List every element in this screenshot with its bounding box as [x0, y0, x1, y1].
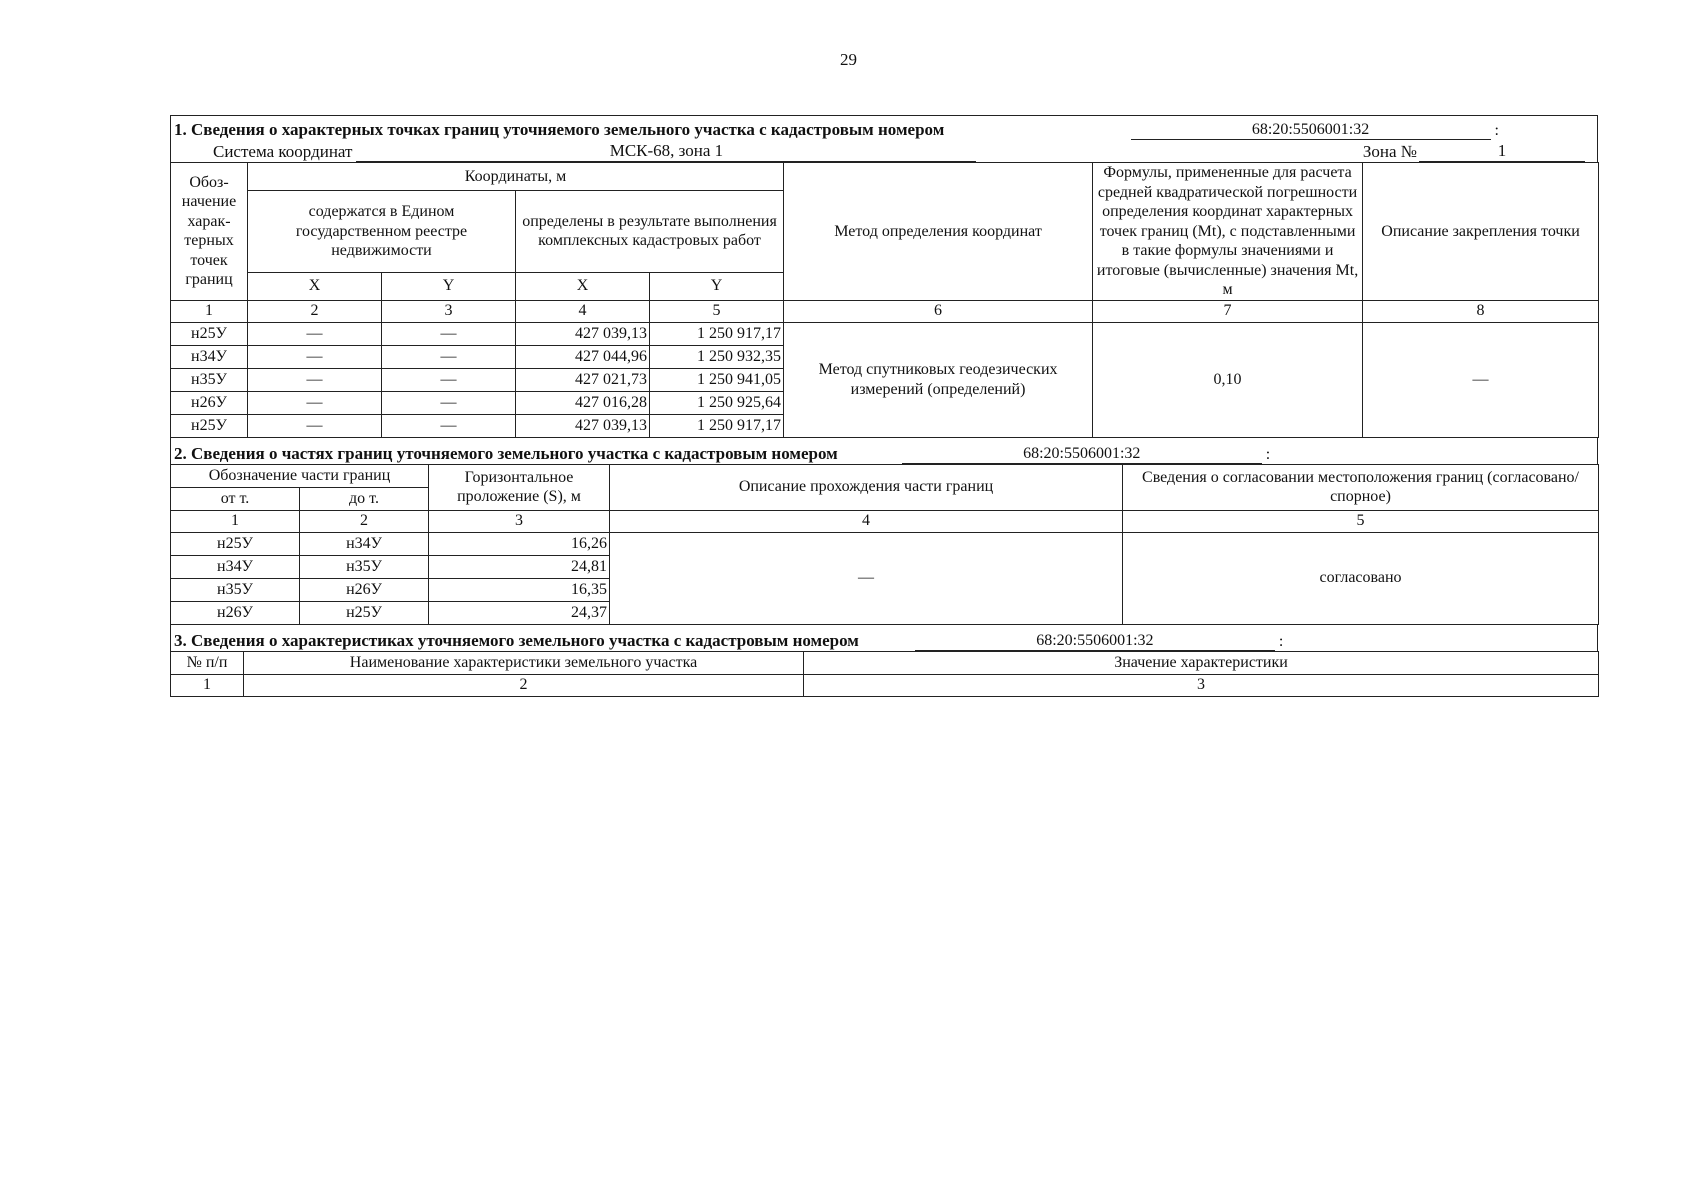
point-designation: н34У — [171, 345, 248, 368]
point-designation: н25У — [171, 322, 248, 345]
col-number: 5 — [650, 300, 784, 322]
table-row — [171, 322, 1599, 345]
x-determined: 427 039,13 — [516, 414, 650, 437]
y-determined: 1 250 917,17 — [650, 322, 784, 345]
mt-value: 0,10 — [1093, 322, 1363, 437]
from-point: н35У — [171, 578, 300, 601]
col-number: 6 — [784, 300, 1093, 322]
section1-table — [170, 162, 1599, 438]
col-number: 1 — [171, 300, 248, 322]
header-method: Метод определения координат — [784, 163, 1093, 301]
section1-title: 1. Сведения о характерных точках границ уточняемого земельного участка с кадастровым номером — [174, 120, 945, 139]
col-number: 7 — [1093, 300, 1363, 322]
col-number: 4 — [516, 300, 650, 322]
zone-value: 1 — [1419, 141, 1585, 162]
y-determined: 1 250 941,05 — [650, 368, 784, 391]
x-registry: — — [248, 368, 382, 391]
section2-header — [170, 438, 1598, 464]
to-point: н34У — [300, 532, 429, 555]
to-point: н35У — [300, 555, 429, 578]
y-registry: — — [382, 391, 516, 414]
col-number: 1 — [171, 510, 300, 532]
page-number: 29 — [840, 50, 857, 69]
method-value: Метод спутниковых геодезических измерений (определений) — [784, 322, 1093, 437]
y-registry: — — [382, 345, 516, 368]
header-x-registry: X — [248, 272, 382, 300]
y-determined: 1 250 917,17 — [650, 414, 784, 437]
from-point: н34У — [171, 555, 300, 578]
section1-header — [170, 115, 1598, 162]
y-registry: — — [382, 414, 516, 437]
y-registry: — — [382, 322, 516, 345]
section1-cadastral-number: 68:20:5506001:32 — [1131, 121, 1491, 140]
header-horizontal: Горизонтальное проложение (S), м — [429, 464, 610, 510]
header-no: № п/п — [171, 651, 244, 674]
horizontal-length: 16,26 — [429, 532, 610, 555]
header-x-determined: X — [516, 272, 650, 300]
section2-colon: : — [1265, 445, 1271, 463]
section3-table — [170, 651, 1599, 697]
header-in-registry: содержатся в Едином государственном реестре недвижимости — [248, 191, 516, 273]
horizontal-length: 24,81 — [429, 555, 610, 578]
col-number: 4 — [610, 510, 1123, 532]
x-registry: — — [248, 345, 382, 368]
y-registry: — — [382, 368, 516, 391]
point-designation: н25У — [171, 414, 248, 437]
section2-title: 2. Сведения о частях границ уточняемого земельного участка с кадастровым номером — [174, 443, 838, 463]
agreement-value: согласовано — [1123, 532, 1599, 624]
horizontal-length: 24,37 — [429, 601, 610, 624]
x-determined: 427 021,73 — [516, 368, 650, 391]
section3-cadastral-number: 68:20:5506001:32 — [915, 632, 1275, 651]
header-part-designation: Обозначение части границ — [171, 464, 429, 487]
y-determined: 1 250 932,35 — [650, 345, 784, 368]
horizontal-length: 16,35 — [429, 578, 610, 601]
header-formulas: Формулы, примененные для расчета средней квадратической погрешности определения координат характерных точек границ (Mt), с подставленными в такие формулы значениями и итоговые (вычисленные) значения Mt, м — [1093, 163, 1363, 301]
x-registry: — — [248, 322, 382, 345]
description-value: — — [610, 532, 1123, 624]
section3-title: 3. Сведения о характеристиках уточняемого земельного участка с кадастровым номером — [174, 630, 859, 650]
coord-system-label: Система координат — [213, 142, 353, 161]
x-determined: 427 016,28 — [516, 391, 650, 414]
from-point: н25У — [171, 532, 300, 555]
col-number: 2 — [244, 674, 804, 696]
col-number: 8 — [1363, 300, 1599, 322]
from-point: н26У — [171, 601, 300, 624]
col-number: 3 — [804, 674, 1599, 696]
header-designation: Обоз-начение харак-терных точек границ — [171, 163, 248, 301]
header-fixing: Описание закрепления точки — [1363, 163, 1599, 301]
col-number: 3 — [382, 300, 516, 322]
section2-table — [170, 464, 1599, 625]
col-number: 3 — [429, 510, 610, 532]
coord-system-value: МСК-68, зона 1 — [356, 141, 976, 162]
header-coordinates: Координаты, м — [248, 163, 784, 191]
point-designation: н26У — [171, 391, 248, 414]
header-description: Описание прохождения части границ — [610, 464, 1123, 510]
col-number: 2 — [300, 510, 429, 532]
header-char-value: Значение характеристики — [804, 651, 1599, 674]
section3-header — [170, 625, 1598, 651]
header-y-determined: Y — [650, 272, 784, 300]
section1-colon: : — [1494, 122, 1499, 139]
cadastral-form — [170, 115, 1598, 697]
table-row — [171, 532, 1599, 555]
fixing-value: — — [1363, 322, 1599, 437]
header-agreement: Сведения о согласовании местоположения границ (согласовано/спорное) — [1123, 464, 1599, 510]
x-determined: 427 039,13 — [516, 322, 650, 345]
header-to: до т. — [300, 487, 429, 510]
section2-cadastral-number: 68:20:5506001:32 — [902, 445, 1262, 464]
x-determined: 427 044,96 — [516, 345, 650, 368]
x-registry: — — [248, 391, 382, 414]
to-point: н25У — [300, 601, 429, 624]
header-from: от т. — [171, 487, 300, 510]
zone-label: Зона № — [1362, 142, 1417, 161]
header-char-name: Наименование характеристики земельного участка — [244, 651, 804, 674]
section3-colon: : — [1278, 632, 1284, 650]
header-determined: определены в результате выполнения комплексных кадастровых работ — [516, 191, 784, 273]
col-number: 1 — [171, 674, 244, 696]
y-determined: 1 250 925,64 — [650, 391, 784, 414]
point-designation: н35У — [171, 368, 248, 391]
x-registry: — — [248, 414, 382, 437]
to-point: н26У — [300, 578, 429, 601]
col-number: 2 — [248, 300, 382, 322]
header-y-registry: Y — [382, 272, 516, 300]
col-number: 5 — [1123, 510, 1599, 532]
